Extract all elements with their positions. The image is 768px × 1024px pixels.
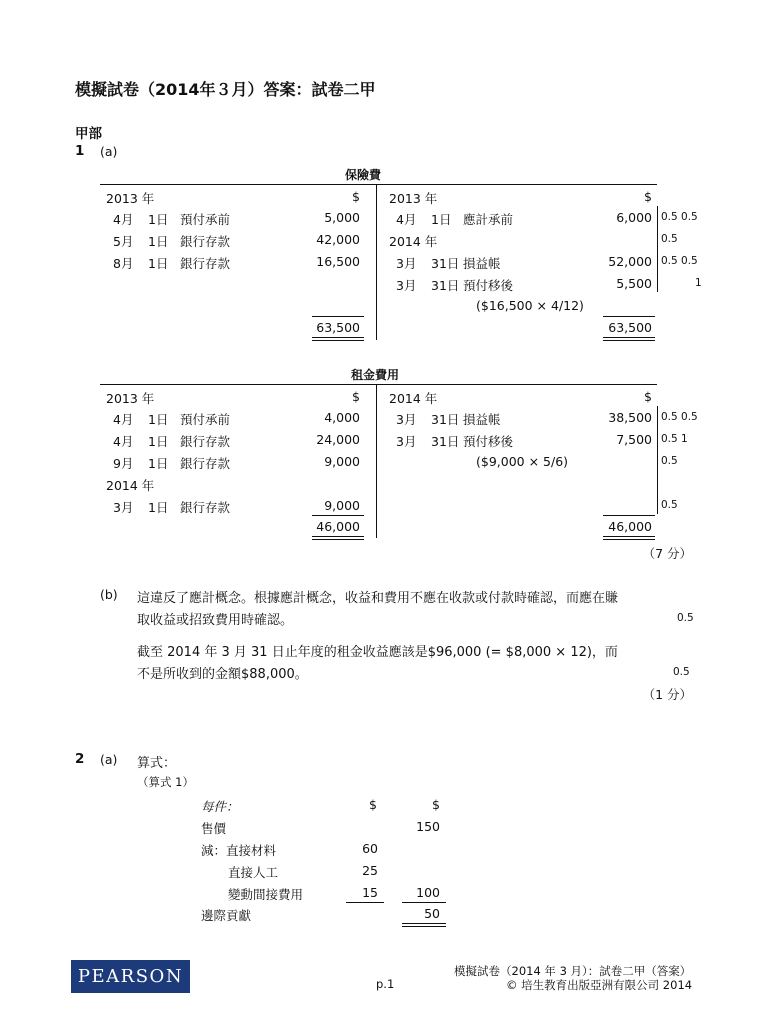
entry-amount: 7,500 [616,432,652,447]
mark-allocation: 0.5 [673,666,690,678]
entry-amount: 24,000 [316,432,360,447]
entry-desc: 銀行存款 [180,256,231,271]
calc-value: 150 [416,819,440,834]
answer-text: 不是所收到的金額$88,000。 [137,667,308,682]
total-double-rule [312,536,364,540]
entry-desc: 損益帳 [463,412,501,427]
page-title: 模擬試卷（2014年３月）答案：試卷二甲 [75,80,376,99]
ledger-year: 2014 年 [106,478,155,493]
entry-amount: 4,000 [324,410,360,425]
subtotal-rule [346,902,384,903]
total-rule [312,515,364,516]
answer-heading: 算式： [137,756,177,771]
ledger-divider [376,184,377,340]
entry-month: 4月 [113,212,134,227]
score: （7 分） [642,546,692,561]
calc-value: 25 [362,863,378,878]
calc-value: 50 [424,906,440,921]
calc-value: 100 [416,885,440,900]
question-number: 1 [75,143,85,159]
entry-day: 31日 [431,434,460,449]
ledger-year: 2013 年 [106,191,155,206]
ledger-divider [376,384,377,538]
entry-day: 31日 [431,278,460,293]
total-rule [312,316,364,317]
mark-allocation: 0.5 [677,612,694,624]
question-number: 2 [75,751,85,767]
calc-note: ($9,000 × 5/6) [476,454,569,469]
ledger-total: 46,000 [316,519,360,534]
calc-note: ($16,500 × 4/12) [476,298,584,313]
entry-desc: 應計承前 [463,212,514,227]
entry-month: 5月 [113,234,134,249]
entry-amount: 9,000 [324,498,360,513]
part-label: (a) [100,752,118,767]
entry-desc: 銀行存款 [180,500,231,515]
mark-column-rule [657,406,658,514]
ledger-year: 2014 年 [389,234,438,249]
entry-month: 3月 [113,500,134,515]
ledger-top-rule [100,384,657,385]
entry-amount: 5,500 [616,276,652,291]
column-currency: $ [369,797,377,812]
score: （1 分） [642,687,692,702]
per-unit-label: 每件： [201,799,239,814]
entry-amount: 6,000 [616,210,652,225]
entry-month: 9月 [113,456,134,471]
entry-day: 1日 [148,500,169,515]
calc-value: 60 [362,841,378,856]
entry-desc: 損益帳 [463,256,501,271]
entry-day: 31日 [431,256,460,271]
entry-amount: 9,000 [324,454,360,469]
entry-month: 3月 [396,278,417,293]
entry-desc: 預付移後 [463,434,514,449]
answer-text: 截至 2014 年 3 月 31 日止年度的租金收益應該是$96,000 (= $8,000 × 12)，而 [137,645,618,660]
ledger-total: 63,500 [608,320,652,335]
entry-day: 1日 [148,256,169,271]
entry-month: 4月 [396,212,417,227]
entry-amount: 16,500 [316,254,360,269]
ledger-top-rule [100,184,657,185]
subtotal-rule [402,902,446,903]
page-number: p.1 [376,977,395,991]
total-double-rule [312,337,364,341]
footer-copyright: © 培生教育出版亞洲有限公司 2014 [506,978,693,992]
mark-allocation: 0.5 [661,499,678,511]
ledger-year: 2014 年 [389,391,438,406]
entry-day: 1日 [148,434,169,449]
ledger-title: 保險費 [345,168,382,182]
entry-month: 3月 [396,412,417,427]
calc-label: 直接人工 [228,865,279,880]
calc-label: 售價 [201,821,227,836]
ledger-title: 租金費用 [351,368,400,382]
calc-label: 邊際貢獻 [201,908,252,923]
entry-desc: 預付承前 [180,412,231,427]
entry-day: 1日 [148,456,169,471]
entry-month: 4月 [113,434,134,449]
mark-column-rule [657,206,658,292]
entry-desc: 銀行存款 [180,456,231,471]
answer-text: 取收益或招致費用時確認。 [137,613,294,628]
entry-month: 3月 [396,256,417,271]
footer-title: 模擬試卷（2014 年 3 月）：試卷二甲（答案） [454,964,692,978]
entry-desc: 預付承前 [180,212,231,227]
entry-desc: 銀行存款 [180,434,231,449]
entry-day: 1日 [148,412,169,427]
entry-day: 1日 [148,212,169,227]
entry-day: 1日 [148,234,169,249]
ledger-total: 46,000 [608,519,652,534]
ledger-currency: $ [644,189,652,204]
ledger-currency: $ [352,389,360,404]
mark-allocation: 0.5 0.5 [661,411,698,423]
ledger-year: 2013 年 [389,191,438,206]
total-rule [603,316,655,317]
entry-desc: 銀行存款 [180,234,231,249]
entry-day: 1日 [431,212,452,227]
entry-day: 31日 [431,412,460,427]
part-label: (a) [100,144,118,159]
calc-value: 15 [362,885,378,900]
total-double-rule [603,337,655,341]
calc-label: 變動間接費用 [228,887,304,902]
entry-month: 3月 [396,434,417,449]
mark-allocation: 0.5 1 [661,433,688,445]
entry-amount: 52,000 [608,254,652,269]
total-double-rule [402,923,446,927]
section-heading: 甲部 [75,126,102,142]
mark-allocation: 1 [695,277,702,289]
ledger-year: 2013 年 [106,391,155,406]
total-double-rule [603,536,655,540]
answer-text: 這違反了應計概念。根據應計概念，收益和費用不應在收款或付款時確認，而應在賺 [137,591,619,606]
calc-label: 減：直接材料 [201,843,277,858]
mark-allocation: 0.5 [661,455,678,467]
ledger-total: 63,500 [316,320,360,335]
entry-amount: 38,500 [608,410,652,425]
working-label: （算式 1） [137,775,194,789]
ledger-currency: $ [352,189,360,204]
entry-desc: 預付移後 [463,278,514,293]
mark-allocation: 0.5 [661,233,678,245]
column-currency: $ [432,797,440,812]
entry-month: 4月 [113,412,134,427]
part-label: (b) [100,587,118,602]
entry-month: 8月 [113,256,134,271]
entry-amount: 5,000 [324,210,360,225]
publisher-logo: PEARSON [71,960,190,993]
entry-amount: 42,000 [316,232,360,247]
mark-allocation: 0.5 0.5 [661,211,698,223]
mark-allocation: 0.5 0.5 [661,255,698,267]
ledger-currency: $ [644,389,652,404]
total-rule [603,515,655,516]
